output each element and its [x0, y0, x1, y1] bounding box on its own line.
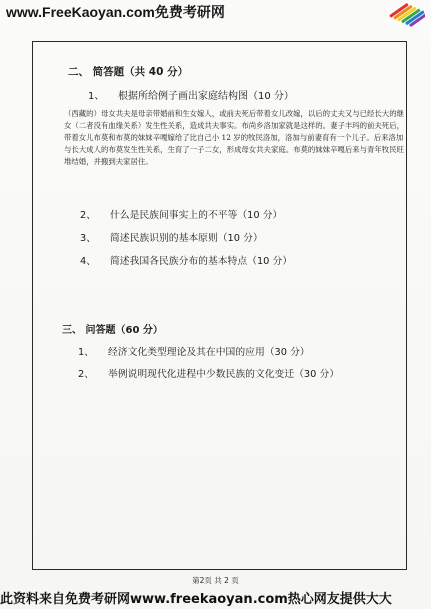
question-text: 经济文化类型理论及其在中国的应用（30 分） — [108, 347, 310, 358]
question-number: 2、 — [78, 369, 95, 380]
question-4-ethnic-distribution — [80, 253, 292, 267]
question-number: 2、 — [80, 210, 97, 221]
question-number: 1、 — [78, 347, 95, 358]
footer-watermark-banner — [0, 587, 431, 609]
section-title-short-answer: 二、 简答题（共 40 分） — [68, 66, 189, 78]
question-text: 根据所给例子画出家庭结构图（10 分） — [118, 91, 294, 102]
question-text: 举例说明现代化进程中少数民族的文化变迁（30 分） — [108, 369, 340, 380]
question-1-case-passage: （西藏的）母女共夫是母亲带婚前和生女嫁人，或前夫死后带着女儿改嫁，以后的丈夫又与已经长大的继女（二者没有血缘关系）发生性关系，造成共夫事实。布尚乡洛加家就是这样的。妻子丰玛的前夫死后，带着女儿布莫和布莫的妹妹辛嘎嫁给了比自己小 12 岁的牧民洛加，洛加与前妻育有一个儿子。后来洛加与长大成人的布莫发生性关系，生育了一子二女，形成母女共夫家庭。布莫的妹妹辛嘎后来与青年牧民旺堆结婚，并搬到夫家居住。 — [64, 109, 404, 166]
question-1-family-structure — [88, 87, 294, 102]
question-text: 什么是民族间事实上的不平等（10 分） — [110, 210, 283, 221]
question-number: 3、 — [80, 233, 97, 244]
essay-question-2-cultural-change — [78, 366, 339, 380]
page-number: 第2页 共 2 页 — [192, 576, 239, 585]
section-title-essay-questions: 三、 问答题（60 分） — [62, 325, 163, 336]
essay-question-1-economic-cultural-types — [78, 344, 310, 358]
question-3-ethnic-identification — [80, 230, 263, 244]
rainbow-stripes-logo-icon — [387, 2, 425, 32]
site-watermark-header: www.FreeKaoyan.com免费考研网 — [6, 4, 225, 20]
question-2-de-facto-inequality — [80, 207, 282, 221]
question-number: 4、 — [80, 256, 97, 267]
question-text: 简述民族识别的基本原则（10 分） — [110, 233, 263, 244]
question-text: 简述我国各民族分布的基本特点（10 分） — [110, 256, 293, 267]
question-number: 1、 — [88, 91, 105, 102]
footer-watermark-text: 此资料来自免费考研网www.freekaoyan.com热心网友提供大大 — [0, 592, 392, 607]
